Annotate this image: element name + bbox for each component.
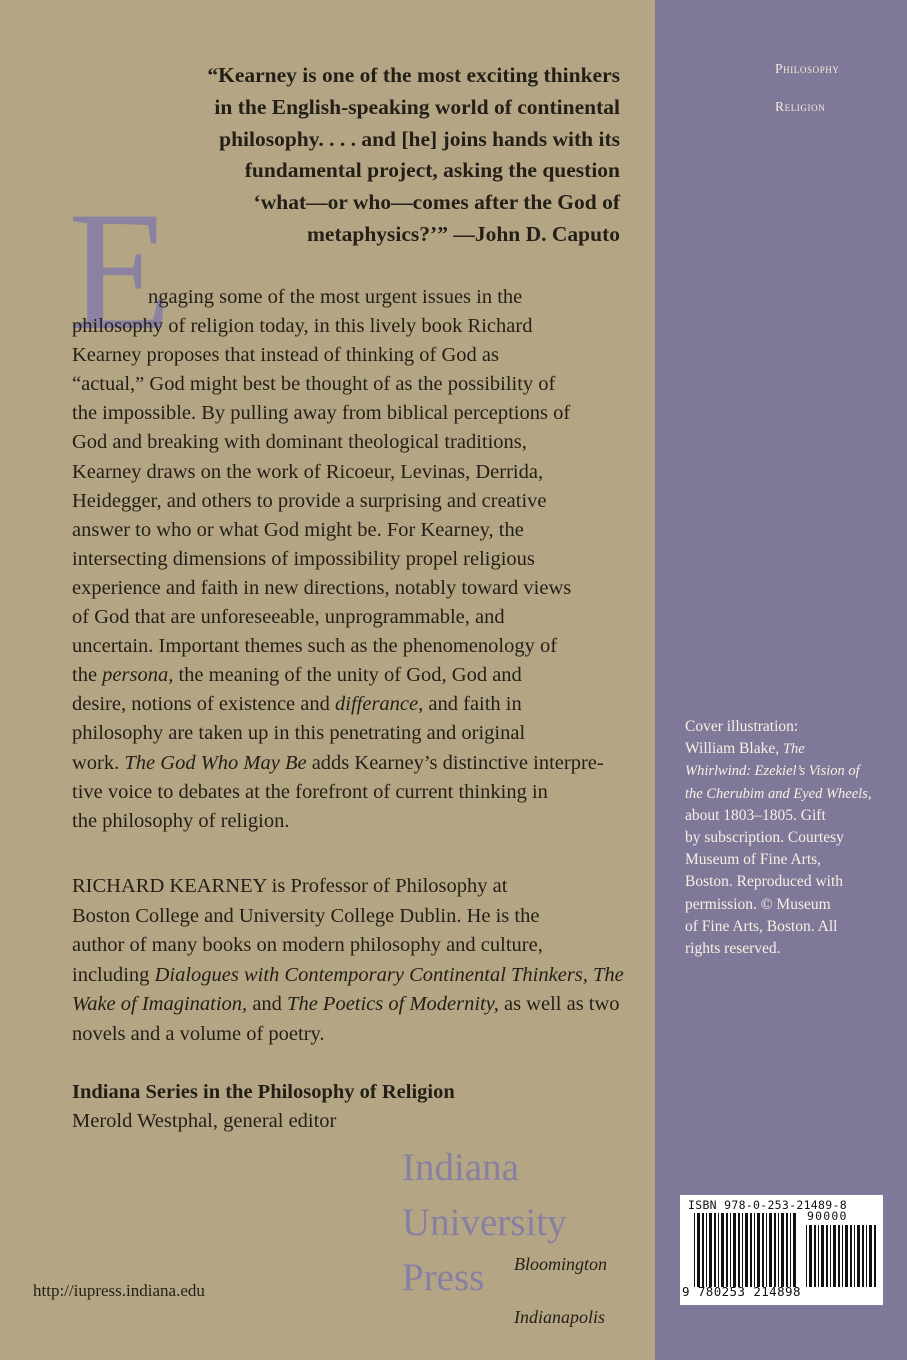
description-line <box>72 690 632 719</box>
subject-categories <box>775 50 840 126</box>
barcode-bar <box>778 1213 779 1287</box>
barcode-bar <box>818 1225 819 1287</box>
description-line: philosophy of religion today, in this lively book Richard <box>72 315 533 338</box>
description-line: uncertain. Important themes such as the phenomenology of <box>72 635 558 658</box>
publisher-logo <box>402 1140 567 1305</box>
publisher-line: Press <box>402 1256 485 1299</box>
description-line: the impossible. By pulling away from biblical perceptions of <box>72 402 571 425</box>
publisher-line: University <box>402 1201 567 1244</box>
barcode-bar <box>850 1225 852 1287</box>
barcode-bar <box>766 1213 767 1287</box>
credit-line <box>685 783 885 805</box>
barcode-bar <box>762 1213 764 1287</box>
review-quote <box>150 60 620 251</box>
series-editor: Merold Westphal, general editor <box>72 1110 337 1132</box>
barcode-bar <box>754 1213 755 1287</box>
barcode-bar <box>854 1225 855 1287</box>
credit-line: of Fine Arts, Boston. All <box>685 917 838 935</box>
description-line: Kearney proposes that instead of thinking of God as <box>72 344 499 367</box>
price-addon-digits: 90000 <box>807 1209 848 1223</box>
description-line: Heidegger, and others to provide a surprising and creative <box>72 489 547 512</box>
barcode-bar <box>718 1213 719 1287</box>
barcode-bar <box>869 1225 872 1287</box>
text-run: adds Kearney’s distinctive interpre- <box>306 751 604 774</box>
description-line: of God that are unforeseeable, unprogrammable, and <box>72 606 505 629</box>
description-line: ngaging some of the most urgent issues in the <box>148 286 523 308</box>
drop-cap-letter: E <box>68 177 172 365</box>
series-title: Indiana Series in the Philosophy of Religion <box>72 1081 455 1103</box>
barcode-bar <box>769 1213 772 1287</box>
barcode-bar <box>862 1225 864 1287</box>
description-line: intersecting dimensions of impossibility propel religious <box>72 547 535 570</box>
text-run: including <box>72 963 155 986</box>
barcode-bar <box>857 1225 860 1287</box>
bio-line <box>72 961 632 991</box>
publisher-city: Bloomington <box>514 1254 607 1274</box>
credit-line: Cover illustration: <box>685 718 799 735</box>
barcode-bar <box>866 1225 867 1287</box>
description-line: Kearney draws on the work of Ricoeur, Levinas, Derrida, <box>72 460 544 483</box>
text-run: and faith in <box>423 693 522 716</box>
text-run: work. <box>72 751 125 774</box>
barcode-bar <box>730 1213 731 1287</box>
barcode-bar <box>838 1225 840 1287</box>
credit-line <box>685 738 885 760</box>
barcode-bar <box>842 1225 843 1287</box>
barcode-bar <box>774 1213 776 1287</box>
author-bio <box>72 872 632 1049</box>
description-line: answer to who or what God might be. For Kearney, the <box>72 518 524 541</box>
barcode-bar <box>806 1225 807 1287</box>
barcode-bar <box>793 1213 796 1287</box>
barcode-bar <box>814 1225 816 1287</box>
cover-credit <box>685 716 885 960</box>
credit-line: permission. © Museum <box>685 895 831 913</box>
barcode-bar <box>781 1213 784 1287</box>
barcode-bar <box>745 1213 748 1287</box>
barcode-bar <box>742 1213 743 1287</box>
barcode-bar <box>790 1213 791 1287</box>
back-cover-side-panel <box>655 0 907 1360</box>
text-run: William Blake, <box>685 740 783 758</box>
barcode-bar <box>706 1213 707 1287</box>
publisher-url[interactable]: http://iupress.indiana.edu <box>33 1281 205 1300</box>
ean-digits: 9 780253 214898 <box>682 1284 801 1299</box>
publisher-line: Indiana <box>402 1146 519 1189</box>
text-run: the meaning of the unity of God, God and <box>173 664 522 687</box>
category-label: Philosophy <box>775 61 840 76</box>
barcode-bar <box>714 1213 716 1287</box>
italic-artwork-title: The <box>782 741 805 758</box>
barcode-bar <box>726 1213 728 1287</box>
series-info <box>72 1078 455 1136</box>
barcode-bar <box>830 1225 831 1287</box>
italic-term: differance, <box>335 693 424 716</box>
barcode-bar <box>738 1213 740 1287</box>
bio-line: Boston College and University College Dublin. He is the <box>72 904 540 927</box>
italic-book-title: The God Who May Be <box>124 751 307 774</box>
credit-line: by subscription. Courtesy <box>685 829 844 847</box>
quote-line: ‘what—or who—comes after the God of <box>253 190 620 215</box>
bio-line: RICHARD KEARNEY is Professor of Philosophy at <box>72 875 508 897</box>
barcode-bar <box>694 1213 695 1287</box>
credit-line: Museum of Fine Arts, <box>685 851 822 869</box>
description-line: philosophy are taken up in this penetrating and original <box>72 722 526 745</box>
barcode-bar <box>821 1225 824 1287</box>
quote-line: “Kearney is one of the most exciting thinkers <box>207 63 620 87</box>
barcode-bar <box>750 1213 752 1287</box>
bio-line: novels and a volume of poetry. <box>72 1022 325 1045</box>
bio-line: author of many books on modern philosophy and culture, <box>72 934 543 956</box>
text-run: and <box>247 993 288 1015</box>
barcode-bar <box>809 1225 812 1287</box>
quote-line: metaphysics?’” —John D. Caputo <box>307 221 620 246</box>
description-line: the philosophy of religion. <box>72 809 290 832</box>
category-label: Religion <box>775 99 826 114</box>
barcode-bar <box>874 1225 876 1287</box>
barcode-bar <box>826 1225 828 1287</box>
barcode-bar <box>757 1213 760 1287</box>
description-line <box>72 749 632 778</box>
quote-line: in the English-speaking world of continental <box>214 94 620 119</box>
credit-line: Boston. Reproduced with <box>685 873 843 891</box>
italic-term: persona, <box>102 664 174 687</box>
barcode-bar <box>697 1213 700 1287</box>
italic-book-title: The Poetics of Modernity, <box>287 993 499 1015</box>
description-line: “actual,” God might best be thought of as the possibility of <box>72 373 556 396</box>
publisher-city: Indianapolis <box>514 1307 606 1327</box>
quote-line: fundamental project, asking the question <box>244 158 620 183</box>
barcode-bar <box>845 1225 848 1287</box>
barcode-bar <box>702 1213 704 1287</box>
italic-artwork-title: the Cherubim and Eyed Wheels, <box>685 785 872 802</box>
italic-book-title: Wake of Imagination, <box>72 993 248 1015</box>
text-run: as well as two <box>498 993 620 1015</box>
isbn-barcode <box>680 1195 883 1305</box>
quote-line: philosophy. . . . and [he] joins hands with its <box>219 126 620 151</box>
book-description <box>72 283 632 836</box>
description-line <box>72 661 632 690</box>
description-line: tive voice to debates at the forefront of current thinking in <box>72 780 548 803</box>
text-run: the <box>72 664 103 687</box>
italic-artwork-title: Whirlwind: Ezekiel’s Vision of <box>685 763 860 780</box>
credit-line: rights reserved. <box>685 940 781 958</box>
bio-line <box>72 990 632 1020</box>
description-line: God and breaking with dominant theological traditions, <box>72 431 527 454</box>
credit-line <box>685 760 885 782</box>
barcode-bar <box>786 1213 788 1287</box>
barcode-bar <box>833 1225 836 1287</box>
barcode-bar <box>721 1213 724 1287</box>
barcode-bar <box>709 1213 712 1287</box>
credit-line: about 1803–1805. Gift <box>685 806 826 824</box>
description-line: experience and faith in new directions, notably toward views <box>72 576 572 599</box>
text-run: desire, notions of existence and <box>72 693 336 716</box>
italic-book-title: Dialogues with Contemporary Continental Thinkers, The <box>154 963 624 986</box>
isbn-label: ISBN 978-0-253-21489-8 <box>688 1198 847 1212</box>
barcode-bar <box>733 1213 736 1287</box>
